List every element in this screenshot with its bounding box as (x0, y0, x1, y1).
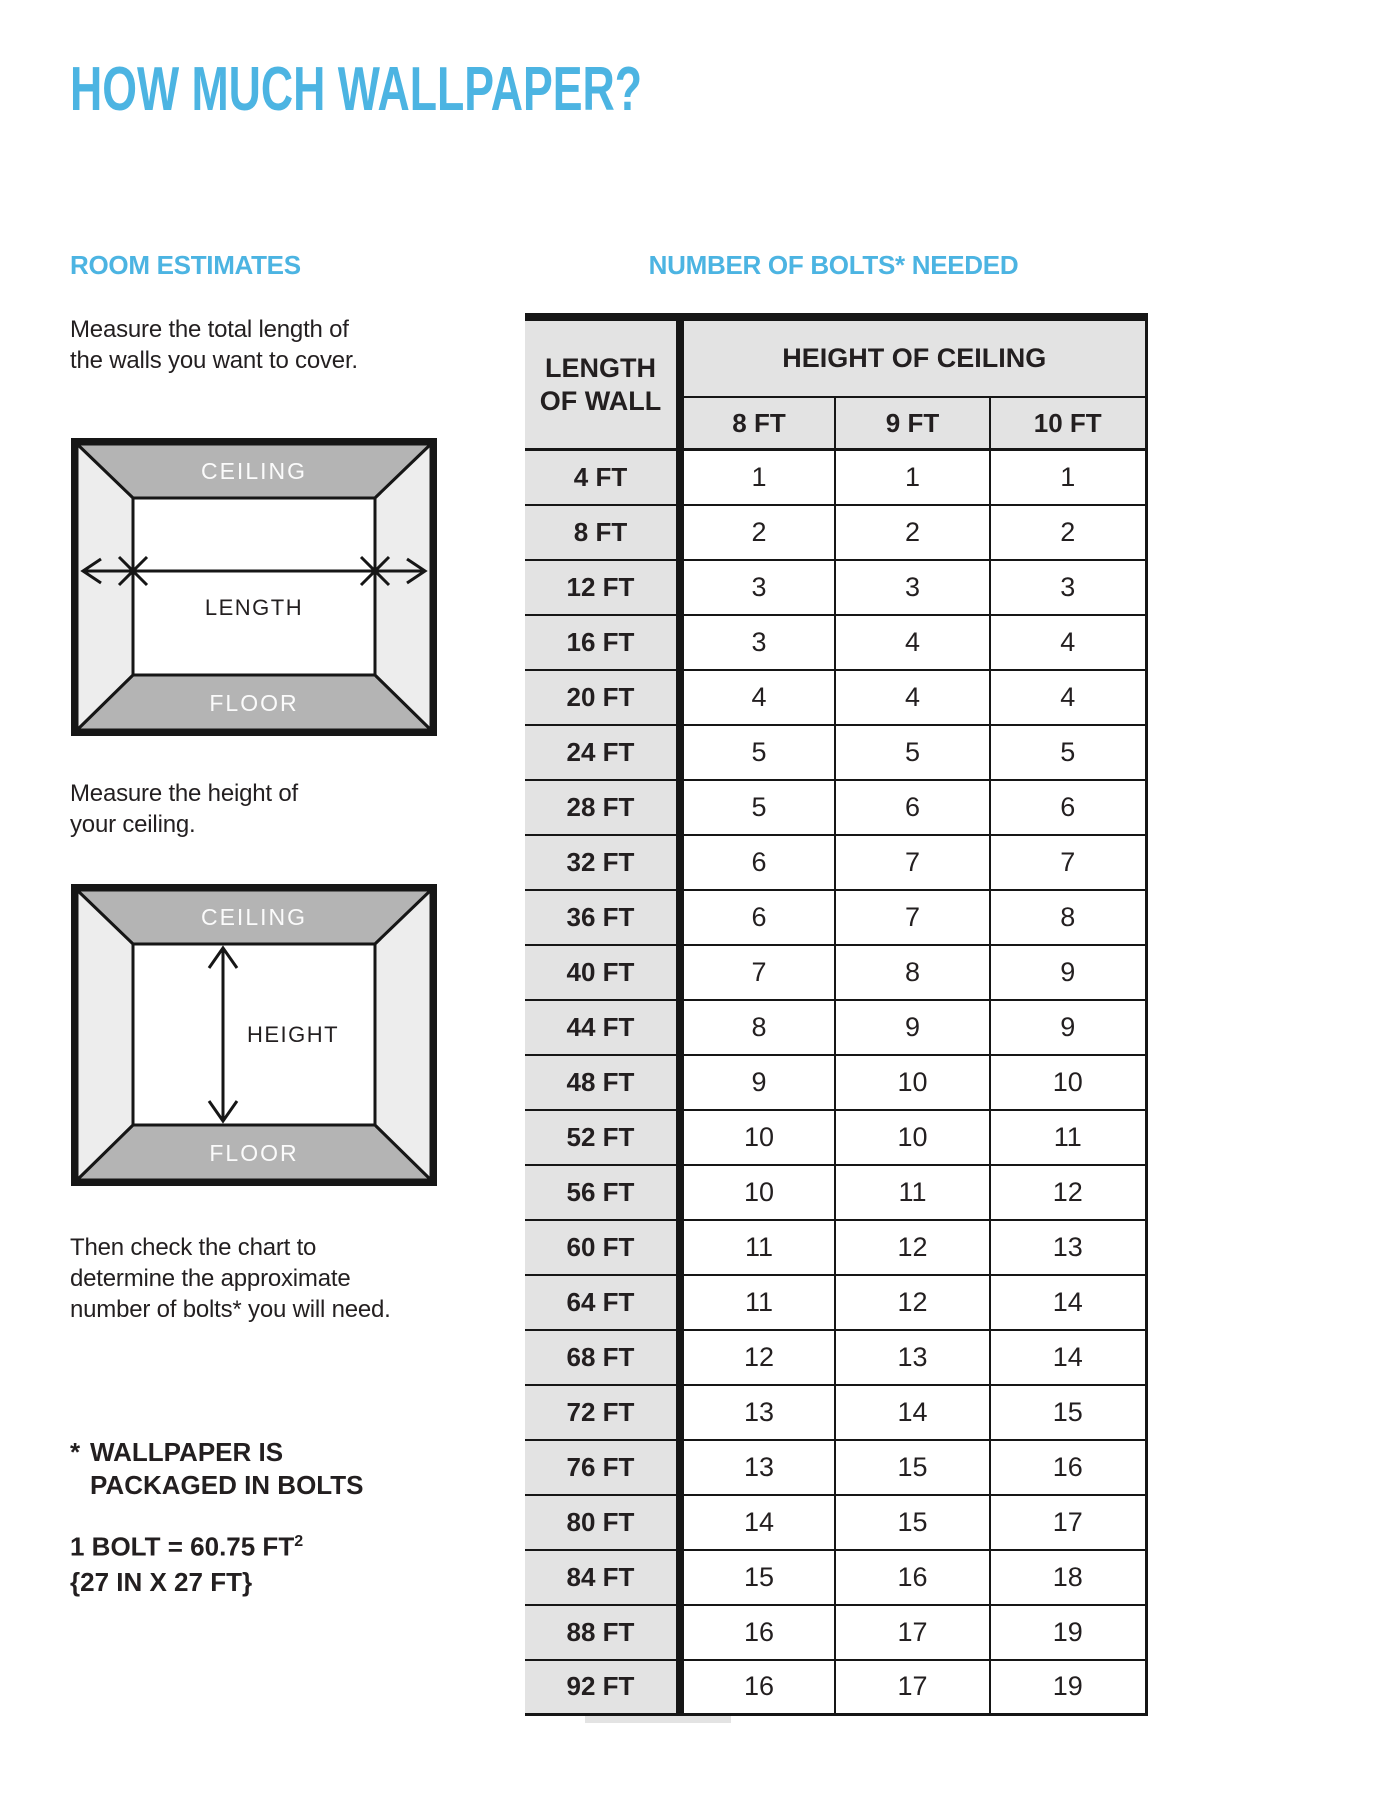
bolts-value-cell: 15 (680, 1550, 835, 1605)
bolts-value-cell: 5 (680, 725, 835, 780)
table-row (525, 1440, 1146, 1495)
bolts-value-cell: 7 (990, 835, 1146, 890)
bolts-value-cell: 13 (835, 1330, 990, 1385)
table-row (525, 725, 1146, 780)
instruction-measure-height (70, 778, 298, 840)
bolts-value-cell: 16 (680, 1605, 835, 1660)
wall-length-cell: 52 FT (525, 1110, 680, 1165)
wall-length-cell: 60 FT (525, 1220, 680, 1275)
bolts-value-cell: 15 (835, 1495, 990, 1550)
page-title: HOW MUCH WALLPAPER? (70, 55, 642, 124)
bolts-value-cell: 8 (835, 945, 990, 1000)
wall-length-cell: 20 FT (525, 670, 680, 725)
wall-length-cell: 88 FT (525, 1605, 680, 1660)
bolts-value-cell: 16 (990, 1440, 1146, 1495)
wall-length-cell: 80 FT (525, 1495, 680, 1550)
bolts-value-cell: 11 (680, 1220, 835, 1275)
length-label: LENGTH (204, 595, 304, 620)
ceiling-height-column-header: 9 FT (835, 397, 990, 450)
footnote-asterisk: * (70, 1437, 81, 1467)
instruction-line: number of bolts* you will need. (70, 1296, 391, 1323)
bolts-table-container (525, 313, 1148, 1723)
bolts-value-cell: 14 (990, 1275, 1146, 1330)
instruction-line: Measure the height of (70, 780, 298, 807)
ceiling-height-column-header: 10 FT (990, 397, 1146, 450)
bolts-value-cell: 7 (835, 835, 990, 890)
table-row (525, 1055, 1146, 1110)
bolts-value-cell: 17 (835, 1605, 990, 1660)
table-row (525, 615, 1146, 670)
table-row (525, 890, 1146, 945)
bolts-value-cell: 17 (990, 1495, 1146, 1550)
bolts-value-cell: 8 (680, 1000, 835, 1055)
height-of-ceiling-header: HEIGHT OF CEILING (680, 317, 1146, 397)
bolts-value-cell: 7 (835, 890, 990, 945)
wall-length-cell: 40 FT (525, 945, 680, 1000)
wall-length-cell: 32 FT (525, 835, 680, 890)
bolts-value-cell: 10 (680, 1165, 835, 1220)
wall-length-cell: 64 FT (525, 1275, 680, 1330)
bolts-value-cell: 6 (680, 835, 835, 890)
bolts-value-cell: 11 (835, 1165, 990, 1220)
floor-label: FLOOR (209, 1140, 299, 1166)
wall-length-cell: 16 FT (525, 615, 680, 670)
bolts-value-cell: 6 (835, 780, 990, 835)
bolts-value-cell: 4 (680, 670, 835, 725)
table-row (525, 780, 1146, 835)
bolts-value-cell: 2 (835, 505, 990, 560)
bolts-value-cell: 13 (680, 1440, 835, 1495)
length-of-wall-header: LENGTH OF WALL (525, 317, 680, 450)
table-row (525, 1495, 1146, 1550)
bolts-value-cell: 4 (990, 670, 1146, 725)
table-row (525, 1385, 1146, 1440)
instruction-line: Then check the chart to (70, 1234, 317, 1261)
wall-length-cell: 72 FT (525, 1385, 680, 1440)
bolts-value-cell: 14 (835, 1385, 990, 1440)
instruction-line: Measure the total length of (70, 316, 349, 343)
table-bottom-shadow (585, 1716, 731, 1723)
bolts-value-cell: 19 (990, 1605, 1146, 1660)
bolts-value-cell: 13 (680, 1385, 835, 1440)
wall-length-cell: 68 FT (525, 1330, 680, 1385)
bolt-dimensions: {27 IN X 27 FT} (70, 1566, 253, 1597)
bolts-value-cell: 5 (835, 725, 990, 780)
bolts-value-cell: 10 (680, 1110, 835, 1165)
table-row (525, 670, 1146, 725)
instruction-measure-length (70, 314, 358, 376)
section-heading-room-estimates: ROOM ESTIMATES (70, 250, 301, 280)
bolts-value-cell: 4 (990, 615, 1146, 670)
bolts-value-cell: 3 (680, 615, 835, 670)
bolts-table (525, 313, 1148, 1716)
ceiling-label: CEILING (200, 904, 308, 930)
instruction-line: determine the approximate (70, 1265, 351, 1292)
bolts-value-cell: 2 (990, 505, 1146, 560)
wall-length-cell: 76 FT (525, 1440, 680, 1495)
bolts-value-cell: 3 (990, 560, 1146, 615)
bolts-value-cell: 4 (835, 615, 990, 670)
bolts-value-cell: 10 (835, 1110, 990, 1165)
bolts-value-cell: 10 (835, 1055, 990, 1110)
bolts-value-cell: 9 (680, 1055, 835, 1110)
bolts-value-cell: 10 (990, 1055, 1146, 1110)
instruction-line: your ceiling. (70, 811, 196, 838)
bolts-value-cell: 12 (835, 1220, 990, 1275)
footnote-line: WALLPAPER IS (90, 1437, 284, 1467)
table-row (525, 1110, 1146, 1165)
bolts-value-cell: 19 (990, 1660, 1146, 1715)
bolts-value-cell: 16 (680, 1660, 835, 1715)
bolts-value-cell: 7 (680, 945, 835, 1000)
wall-length-cell: 84 FT (525, 1550, 680, 1605)
bolts-value-cell: 18 (990, 1550, 1146, 1605)
bolts-value-cell: 3 (835, 560, 990, 615)
bolts-table-body (525, 450, 1146, 1715)
bolts-value-cell: 16 (835, 1550, 990, 1605)
floor-label: FLOOR (209, 690, 299, 716)
bolt-equation-exponent: 2 (294, 1533, 304, 1550)
wall-length-cell: 44 FT (525, 1000, 680, 1055)
wall-length-cell: 8 FT (525, 505, 680, 560)
wall-length-cell: 24 FT (525, 725, 680, 780)
bolts-value-cell: 14 (680, 1495, 835, 1550)
wall-length-cell: 36 FT (525, 890, 680, 945)
wall-length-cell: 92 FT (525, 1660, 680, 1715)
bolts-value-cell: 17 (835, 1660, 990, 1715)
bolts-value-cell: 15 (835, 1440, 990, 1495)
ceiling-label: CEILING (200, 458, 308, 484)
bolts-value-cell: 12 (835, 1275, 990, 1330)
footnote-wallpaper-bolts (70, 1436, 363, 1502)
table-row (525, 835, 1146, 890)
table-row (525, 450, 1146, 505)
table-row (525, 560, 1146, 615)
room-diagram-height (71, 884, 437, 1191)
table-row (525, 945, 1146, 1000)
table-row (525, 1660, 1146, 1715)
bolts-value-cell: 5 (990, 725, 1146, 780)
table-heading-number-of-bolts: NUMBER OF BOLTS* NEEDED (648, 250, 1019, 280)
back-wall-panel (133, 498, 375, 675)
wall-length-cell: 28 FT (525, 780, 680, 835)
bolt-definition (70, 1524, 303, 1600)
bolts-value-cell: 12 (990, 1165, 1146, 1220)
bolts-value-cell: 9 (835, 1000, 990, 1055)
table-row (525, 1275, 1146, 1330)
bolts-value-cell: 6 (680, 890, 835, 945)
bolts-value-cell: 2 (680, 505, 835, 560)
bolts-value-cell: 11 (990, 1110, 1146, 1165)
table-row (525, 1330, 1146, 1385)
bolts-value-cell: 1 (835, 450, 990, 505)
bolts-value-cell: 9 (990, 945, 1146, 1000)
table-row (525, 1220, 1146, 1275)
bolt-equation: 1 BOLT = 60.75 $FT^2$ (70, 1531, 304, 1562)
bolts-value-cell: 12 (680, 1330, 835, 1385)
ceiling-height-column-header: 8 FT (680, 397, 835, 450)
instruction-line: the walls you want to cover. (70, 347, 358, 374)
wall-length-cell: 12 FT (525, 560, 680, 615)
bolts-value-cell: 3 (680, 560, 835, 615)
wall-length-cell: 4 FT (525, 450, 680, 505)
table-row (525, 505, 1146, 560)
bolts-value-cell: 9 (990, 1000, 1146, 1055)
wall-length-cell: 56 FT (525, 1165, 680, 1220)
bolts-value-cell: 1 (990, 450, 1146, 505)
table-row (525, 1000, 1146, 1055)
height-label: HEIGHT (247, 1022, 340, 1047)
bolts-value-cell: 1 (680, 450, 835, 505)
wall-length-cell: 48 FT (525, 1055, 680, 1110)
room-diagram-length (71, 438, 437, 741)
footnote-line: PACKAGED IN BOLTS (90, 1470, 364, 1500)
bolts-value-cell: 6 (990, 780, 1146, 835)
table-row (525, 1550, 1146, 1605)
bolts-value-cell: 13 (990, 1220, 1146, 1275)
bolts-value-cell: 15 (990, 1385, 1146, 1440)
bolts-value-cell: 4 (835, 670, 990, 725)
bolts-value-cell: 5 (680, 780, 835, 835)
bolts-value-cell: 11 (680, 1275, 835, 1330)
instruction-check-chart (70, 1232, 391, 1325)
table-row (525, 1605, 1146, 1660)
table-row (525, 1165, 1146, 1220)
bolts-value-cell: 14 (990, 1330, 1146, 1385)
bolts-value-cell: 8 (990, 890, 1146, 945)
